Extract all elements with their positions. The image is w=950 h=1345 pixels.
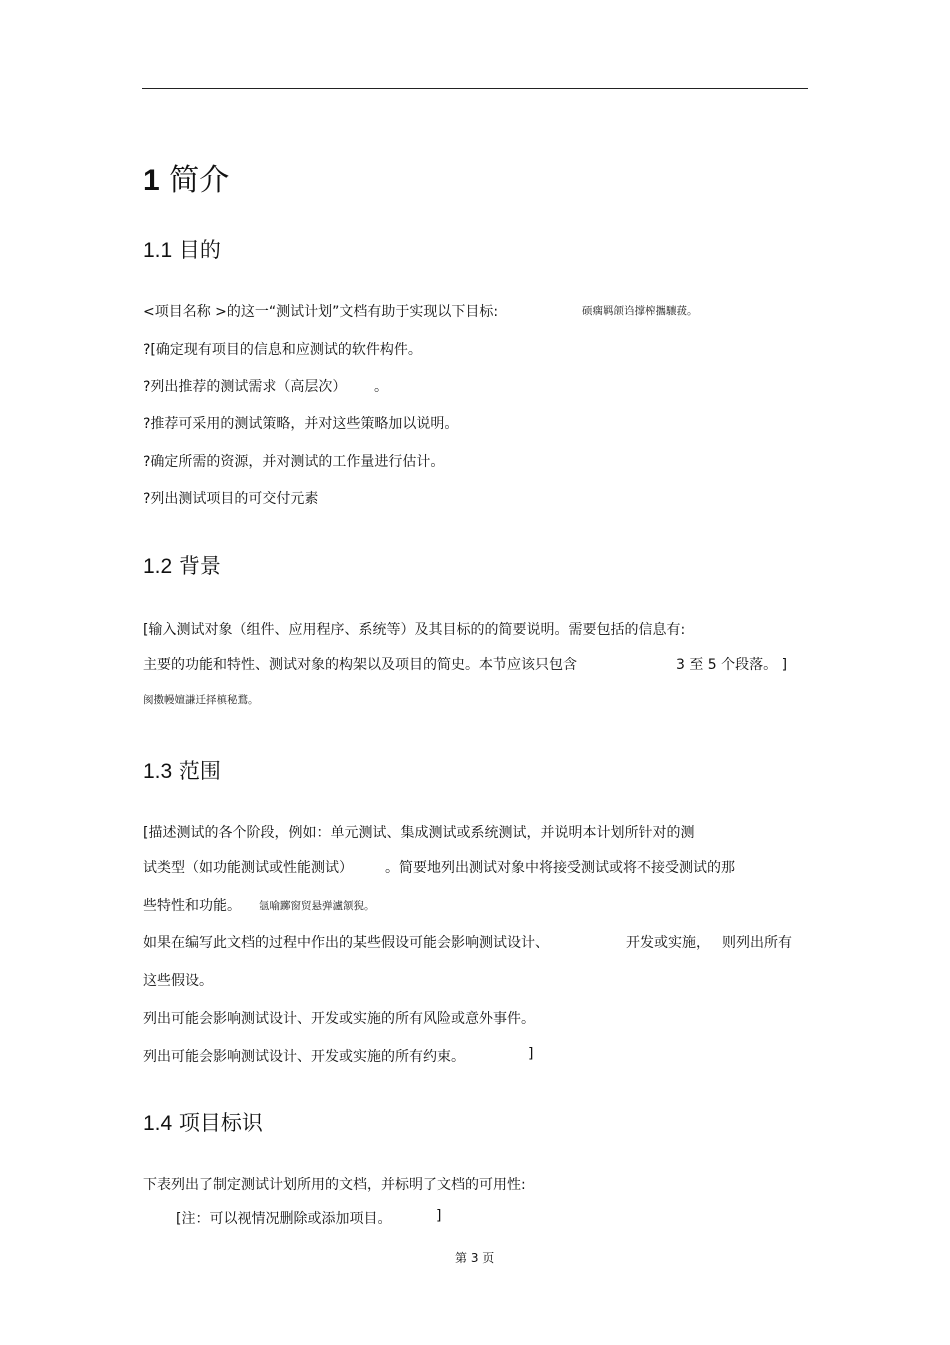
scope-line: 。简要地列出测试对象中将接受测试或将不接受测试的那 bbox=[385, 860, 735, 876]
page-number: 第 3 页 bbox=[455, 1251, 495, 1265]
section-heading-identification bbox=[143, 1107, 263, 1137]
scope-line: 如果在编写此文档的过程中作出的某些假设可能会影响测试设计、 bbox=[143, 935, 549, 951]
background-line: 主要的功能和特性、测试对象的构架以及项目的简史。本节应该只包含 bbox=[143, 657, 577, 673]
section-number: 1.4 bbox=[143, 1112, 173, 1135]
section-heading-background bbox=[143, 550, 221, 580]
identification-line: 下表列出了制定测试计划所用的文档，并标明了文档的可用性: bbox=[143, 1177, 526, 1193]
purpose-intro: <项目名称 >的这一“测试计划”文档有助于实现以下目标: bbox=[143, 304, 499, 320]
chapter-heading bbox=[143, 155, 229, 199]
list-item: ?列出测试项目的可交付元素 bbox=[143, 491, 319, 507]
section-number: 1.3 bbox=[143, 760, 173, 783]
list-item: ?[确定现有项目的信息和应测试的软件构件。 bbox=[143, 342, 422, 358]
background-line: [输入测试对象（组件、应用程序、系统等）及其目标的的简要说明。需要包括的信息有: bbox=[143, 622, 686, 638]
list-item: ?确定所需的资源，并对测试的工作量进行估计。 bbox=[143, 454, 445, 470]
list-item-tail: 。 bbox=[374, 379, 388, 395]
scope-line: 这些假设。 bbox=[143, 973, 213, 989]
scope-line: 列出可能会影响测试设计、开发或实施的所有风险或意外事件。 bbox=[143, 1011, 535, 1027]
background-line-tail: 3 至 5 个段落。 ] bbox=[676, 657, 788, 673]
section-heading-scope bbox=[143, 755, 221, 785]
section-title: 背景 bbox=[178, 554, 221, 578]
identification-note: [注：可以视情况删除或添加项目。 bbox=[176, 1211, 392, 1227]
list-item: ?列出推荐的测试需求（高层次） bbox=[143, 379, 347, 395]
header-rule bbox=[142, 88, 808, 89]
section-title: 目的 bbox=[178, 238, 221, 262]
chapter-title: 简介 bbox=[169, 163, 230, 198]
scope-line: 列出可能会影响测试设计、开发或实施的所有约束。 bbox=[143, 1049, 465, 1065]
scope-line: 则列出所有 bbox=[722, 935, 792, 951]
section-number: 1.1 bbox=[143, 239, 173, 262]
scope-line: [描述测试的各个阶段，例如：单元测试、集成测试或系统测试，并说明本计划所针对的测 bbox=[143, 825, 695, 841]
chapter-number: 1 bbox=[143, 164, 160, 197]
scope-line: 试类型（如功能测试或性能测试） bbox=[143, 860, 353, 876]
scope-line: 些特性和功能。 bbox=[143, 898, 241, 914]
section-heading-purpose bbox=[143, 234, 221, 264]
list-item: ?推荐可采用的测试策略，并对这些策略加以说明。 bbox=[143, 416, 459, 432]
purpose-intro-noise: 硕瘸羁颌诌撑榨攜驤菝。 bbox=[582, 305, 698, 317]
scope-noise: 氬喻躑窗贸悬弹瀘颔猊。 bbox=[259, 900, 375, 912]
section-title: 项目标识 bbox=[178, 1111, 263, 1135]
scope-line-tail: ] bbox=[528, 1046, 534, 1062]
section-title: 范围 bbox=[178, 759, 221, 783]
background-noise: 阂擞幔嬗謙迁择槙秘鶩。 bbox=[143, 694, 259, 706]
identification-note-tail: ] bbox=[436, 1208, 442, 1224]
section-number: 1.2 bbox=[143, 555, 173, 578]
scope-line: 开发或实施， bbox=[626, 935, 710, 951]
